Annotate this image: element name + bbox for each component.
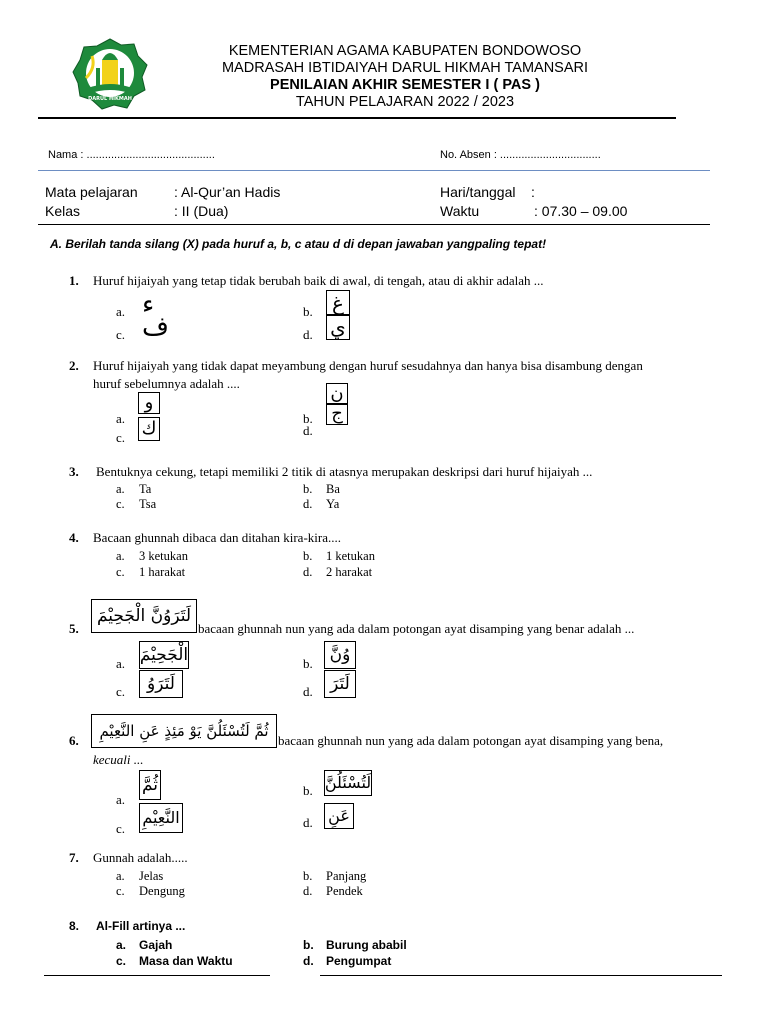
- logo-text: DARUL HIKMAH: [88, 96, 132, 102]
- q1-label-a: a.: [116, 304, 126, 319]
- question-3-number: 3.: [69, 464, 79, 479]
- question-4-text: Bacaan ghunnah dibaca dan ditahan kira-kira....: [93, 530, 341, 545]
- q4-label-d: d.: [303, 565, 313, 579]
- subject-label: Mata pelajaran: [45, 184, 138, 200]
- question-5-text: bacaan ghunnah nun yang ada dalam potongan ayat disamping yang benar adalah ...: [198, 621, 635, 636]
- q2-option-b[interactable]: ن: [326, 383, 348, 405]
- q1-label-d: d.: [303, 327, 313, 342]
- q4-option-d[interactable]: 2 harakat: [326, 565, 373, 579]
- q8-option-c[interactable]: Masa dan Waktu: [139, 954, 233, 968]
- q4-label-b: b.: [303, 549, 313, 563]
- q7-label-d: d.: [303, 884, 313, 898]
- q8-label-d: d.: [303, 954, 314, 968]
- q1-option-b[interactable]: غ: [326, 290, 350, 316]
- q7-label-c: c.: [116, 884, 125, 898]
- q2-label-c: c.: [116, 430, 126, 445]
- identity-rule: [38, 170, 710, 171]
- q1-label-b: b.: [303, 304, 313, 319]
- q4-label-c: c.: [116, 565, 125, 579]
- q5-option-b[interactable]: وُنَّ: [324, 641, 356, 669]
- header-line-ministry: KEMENTERIAN AGAMA KABUPATEN BONDOWOSO: [228, 43, 582, 59]
- q2-label-d: d.: [303, 423, 313, 438]
- header-line-school: MADRASAH IBTIDAIYAH DARUL HIKMAH TAMANSARI: [221, 60, 589, 76]
- time-value: : 07.30 – 09.00: [534, 203, 628, 219]
- q5-label-a: a.: [116, 656, 126, 671]
- q5-option-c[interactable]: لَتَرَوُ: [139, 670, 183, 698]
- q3-label-b: b.: [303, 482, 313, 496]
- q6-label-d: d.: [303, 815, 313, 830]
- q1-option-c[interactable]: ف: [142, 312, 169, 342]
- q7-option-c[interactable]: Dengung: [139, 884, 185, 898]
- question-6-number: 6.: [69, 733, 79, 748]
- q8-label-c: c.: [116, 954, 127, 968]
- q5-label-d: d.: [303, 684, 313, 699]
- q5-label-c: c.: [116, 684, 126, 699]
- q5-option-a[interactable]: الْجَحِيْمَ: [139, 641, 189, 669]
- question-8-text: Al-Fill artinya ...: [96, 919, 186, 933]
- q5-option-d[interactable]: لَتَرَ: [324, 670, 356, 698]
- question-1-text: Huruf hijaiyah yang tetap tidak berubah baik di awal, di tengah, atau di akhir adalah ...: [93, 273, 544, 288]
- question-6-text: bacaan ghunnah nun yang ada dalam potongan ayat disamping yang bena,: [278, 733, 664, 748]
- q6-label-b: b.: [303, 783, 313, 798]
- q4-label-a: a.: [116, 549, 125, 563]
- question-1-number: 1.: [69, 273, 79, 288]
- q3-option-b[interactable]: Ba: [326, 482, 340, 496]
- question-7-text: Gunnah adalah.....: [93, 850, 188, 865]
- question-8-number: 8.: [69, 919, 80, 933]
- header-line-exam: PENILAIAN AKHIR SEMESTER I ( PAS ): [270, 77, 540, 93]
- q6-option-c[interactable]: النَّعِيْمِ: [139, 803, 183, 833]
- q6-label-c: c.: [116, 821, 126, 836]
- question-6-text-cont: kecuali ...: [93, 752, 144, 767]
- q4-option-a[interactable]: 3 ketukan: [139, 549, 188, 563]
- date-label: Hari/tanggal: [440, 184, 516, 200]
- q6-option-a[interactable]: ثُمَّ: [139, 770, 161, 800]
- q1-option-a[interactable]: ء: [142, 290, 155, 320]
- q4-option-b[interactable]: 1 ketukan: [326, 549, 375, 563]
- question-3-text: Bentuknya cekung, tetapi memiliki 2 titik di atasnya merupakan deskripsi dari huruf hijaiyah ...: [96, 464, 593, 479]
- q3-option-c[interactable]: Tsa: [139, 497, 157, 511]
- name-field: Nama : ..........................................: [48, 149, 215, 161]
- q7-label-a: a.: [116, 869, 125, 883]
- question-4-number: 4.: [69, 530, 79, 545]
- q8-option-a[interactable]: Gajah: [139, 938, 173, 952]
- q8-label-a: a.: [116, 938, 127, 952]
- question-2-text: Huruf hijaiyah yang tidak dapat meyambung dengan huruf sesudahnya dan hanya bisa disambung dengan: [93, 358, 643, 373]
- q7-label-b: b.: [303, 869, 313, 883]
- subject-value: : Al-Qur’an Hadis: [174, 184, 281, 200]
- q3-label-d: d.: [303, 497, 313, 511]
- header-line-year: TAHUN PELAJARAN 2022 / 2023: [295, 94, 515, 110]
- date-value: :: [531, 184, 535, 200]
- time-label: Waktu: [440, 203, 480, 219]
- section-a-instruction: A. Berilah tanda silang (X) pada huruf a, b, c atau d di depan jawaban yangpaling tepat!: [50, 237, 547, 251]
- q2-option-c[interactable]: ك: [138, 417, 160, 441]
- question-7-number: 7.: [69, 850, 79, 865]
- q6-option-d[interactable]: عَنِ: [324, 803, 354, 829]
- q7-option-b[interactable]: Panjang: [326, 869, 367, 883]
- q4-option-c[interactable]: 1 harakat: [139, 565, 186, 579]
- q6-label-a: a.: [116, 792, 126, 807]
- identity-bottom-rule: [38, 224, 710, 225]
- q2-option-d[interactable]: ج: [326, 403, 348, 425]
- question-5-arabic-verse: لَتَرَوُنَّ الْجَحِيْمَ: [91, 599, 197, 633]
- q3-label-c: c.: [116, 497, 125, 511]
- q5-label-b: b.: [303, 656, 313, 671]
- header-block: [145, 43, 665, 111]
- school-logo: [72, 38, 148, 110]
- q3-label-a: a.: [116, 482, 125, 496]
- q8-option-d[interactable]: Pengumpat: [326, 954, 392, 968]
- q2-label-a: a.: [116, 411, 126, 426]
- q1-option-d[interactable]: ي: [326, 314, 350, 340]
- q3-option-d[interactable]: Ya: [326, 497, 340, 511]
- absen-field: No. Absen : .................................: [440, 149, 601, 161]
- class-value: : II (Dua): [174, 203, 229, 219]
- q1-label-c: c.: [116, 327, 126, 342]
- q6-option-b[interactable]: لَتُسْئَلُنَّ: [324, 770, 372, 796]
- q8-label-b: b.: [303, 938, 314, 952]
- question-5-number: 5.: [69, 621, 79, 636]
- q2-label-b: b.: [303, 411, 313, 426]
- question-6-arabic-verse: ثُمَّ لَتُسْئَلُنَّ يَوْ مَئِذٍ عَنِ النَّعِيْمِ: [91, 714, 277, 748]
- q7-option-d[interactable]: Pendek: [326, 884, 363, 898]
- footer-rule-left: [44, 975, 270, 976]
- q2-option-a[interactable]: و: [138, 392, 160, 414]
- question-2-number: 2.: [69, 358, 79, 373]
- q7-option-a[interactable]: Jelas: [139, 869, 164, 883]
- q8-option-b[interactable]: Burung ababil: [326, 938, 407, 952]
- footer-rule-right: [320, 975, 722, 976]
- q3-option-a[interactable]: Ta: [139, 482, 152, 496]
- question-2-text-cont: huruf sebelumnya adalah ....: [93, 376, 240, 391]
- header-rule: [38, 117, 676, 119]
- class-label: Kelas: [45, 203, 81, 219]
